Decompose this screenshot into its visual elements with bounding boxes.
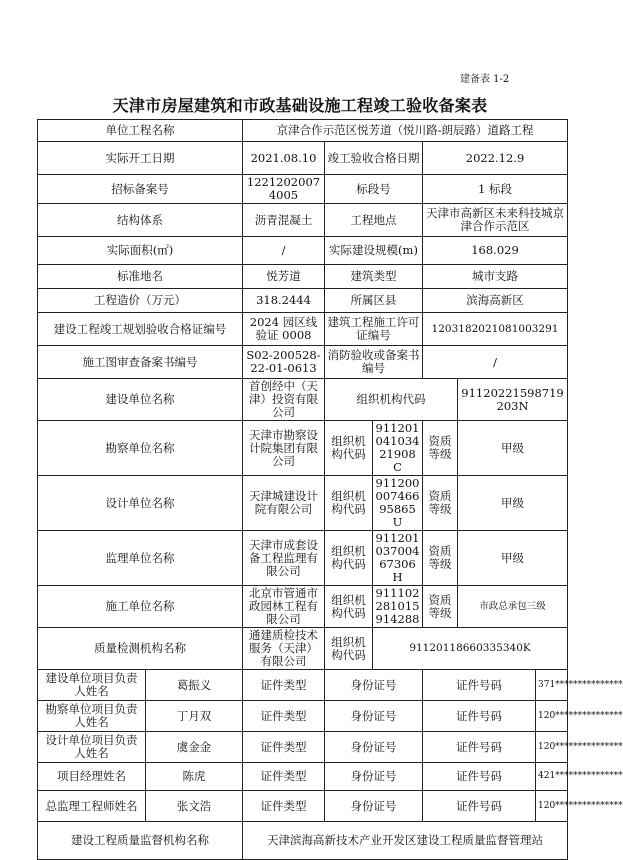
cert-no-value: 421***************	[536, 763, 568, 791]
person-role: 总监理工程师姓名	[38, 791, 146, 822]
cert-type-label: 证件类型	[243, 670, 325, 701]
field-value: 悦芳道	[243, 265, 325, 289]
field-value: 91120221598719203N	[458, 379, 568, 421]
field-value: 甲级	[458, 531, 568, 586]
table-row	[38, 346, 568, 379]
field-label: 施工单位名称	[38, 586, 243, 628]
field-value: 911102281015914288	[373, 586, 423, 628]
field-label: 组织机构代码	[325, 628, 373, 670]
table-row	[38, 204, 568, 237]
field-label: 建设工程竣工规划验收合格证编号	[38, 313, 243, 346]
cert-no-value: 120***************	[536, 732, 568, 763]
field-value: 京津合作示范区悦芳道（悦川路-朗辰路）道路工程	[243, 120, 568, 142]
field-label: 组织机构代码	[325, 379, 458, 421]
table-row	[38, 586, 568, 628]
table-row	[38, 476, 568, 531]
cert-no-value: 120***************	[536, 701, 568, 732]
field-label: 实际开工日期	[38, 142, 243, 175]
field-value: 甲级	[458, 421, 568, 476]
field-label: 组织机构代码	[325, 476, 373, 531]
cert-no-label: 证件号码	[423, 701, 536, 732]
field-label: 建筑类型	[325, 265, 423, 289]
person-role: 建设单位项目负责人姓名	[38, 670, 146, 701]
field-value: 北京市管通市政园林工程有限公司	[243, 586, 325, 628]
cert-no-value: 120***************	[536, 791, 568, 822]
cert-type-label: 证件类型	[243, 701, 325, 732]
cert-no-label: 证件号码	[423, 670, 536, 701]
table-row	[38, 421, 568, 476]
table-row	[38, 732, 568, 763]
field-label: 工程造价（万元）	[38, 289, 243, 313]
field-label: 组织机构代码	[325, 586, 373, 628]
field-value: 318.2444	[243, 289, 325, 313]
field-label: 标段号	[325, 175, 423, 204]
person-name: 张文浩	[146, 791, 243, 822]
table-row	[38, 822, 568, 860]
table-row	[38, 237, 568, 265]
field-value: S02-200528-22-01-0613	[243, 346, 325, 379]
field-value: 沥青混凝土	[243, 204, 325, 237]
cert-type-label: 证件类型	[243, 791, 325, 822]
field-label: 实际建设规模(m)	[325, 237, 423, 265]
field-value: 91120103700467306H	[373, 531, 423, 586]
field-value: 天津市勘察设计院集团有限公司	[243, 421, 325, 476]
field-label: 质量检测机构名称	[38, 628, 243, 670]
cert-no-label: 证件号码	[423, 732, 536, 763]
cert-type-label: 证件类型	[243, 763, 325, 791]
field-label: 工程地点	[325, 204, 423, 237]
field-label: 设计单位名称	[38, 476, 243, 531]
table-row	[38, 289, 568, 313]
table-row	[38, 763, 568, 791]
table-row	[38, 670, 568, 701]
field-label: 施工图审查备案书编号	[38, 346, 243, 379]
field-value: 168.029	[423, 237, 568, 265]
cert-type-label: 证件类型	[243, 732, 325, 763]
field-label: 建设工程质量监督机构名称	[38, 822, 243, 860]
form-reference: 建备表 1-2	[460, 74, 510, 85]
filing-table	[37, 119, 623, 860]
person-name: 陈虎	[146, 763, 243, 791]
field-label: 建筑工程施工许可证编号	[325, 313, 423, 346]
table-row	[38, 313, 568, 346]
field-value: 首创经中（天津）投资有限公司	[243, 379, 325, 421]
cert-type-value: 身份证号	[325, 732, 423, 763]
table-row	[38, 175, 568, 204]
table-row	[38, 379, 568, 421]
field-value: 甲级	[458, 476, 568, 531]
field-label: 监理单位名称	[38, 531, 243, 586]
table-row	[38, 791, 568, 822]
field-label: 实际面积(㎡)	[38, 237, 243, 265]
field-label: 建设单位名称	[38, 379, 243, 421]
cert-no-label: 证件号码	[423, 763, 536, 791]
field-label: 标准地名	[38, 265, 243, 289]
table-row	[38, 531, 568, 586]
field-value: 城市支路	[423, 265, 568, 289]
person-name: 虞金金	[146, 732, 243, 763]
field-value: /	[423, 346, 568, 379]
field-value: 1 标段	[423, 175, 568, 204]
field-label: 组织机构代码	[325, 531, 373, 586]
field-value: 2024 园区线验证 0008	[243, 313, 325, 346]
person-name: 丁月双	[146, 701, 243, 732]
field-label: 组织机构代码	[325, 421, 373, 476]
field-value: 天津城建设计院有限公司	[243, 476, 325, 531]
cert-type-value: 身份证号	[325, 763, 423, 791]
field-value: 12212020074005	[243, 175, 325, 204]
cert-type-value: 身份证号	[325, 791, 423, 822]
field-value: 滨海高新区	[423, 289, 568, 313]
page-title: 天津市房屋建筑和市政基础设施工程竣工验收备案表	[112, 96, 488, 115]
table-row	[38, 265, 568, 289]
field-value: 天津市高新区未来科技城京津合作示范区	[423, 204, 568, 237]
field-value: /	[243, 237, 325, 265]
field-label: 结构体系	[38, 204, 243, 237]
cert-no-value: 371***************	[536, 670, 568, 701]
field-label: 勘察单位名称	[38, 421, 243, 476]
cert-type-value: 身份证号	[325, 670, 423, 701]
person-role: 勘察单位项目负责人姓名	[38, 701, 146, 732]
cert-no-label: 证件号码	[423, 791, 536, 822]
field-value: 91120000746695865U	[373, 476, 423, 531]
field-value: 天津市成套设备工程监理有限公司	[243, 531, 325, 586]
table-row	[38, 120, 568, 142]
field-value: 2021.08.10	[243, 142, 325, 175]
table-row	[38, 701, 568, 732]
field-label: 招标备案号	[38, 175, 243, 204]
field-value: 91120118660335340K	[373, 628, 568, 670]
table-row	[38, 142, 568, 175]
field-value: 91120104103421908C	[373, 421, 423, 476]
field-value: 通建质检技术服务（天津）有限公司	[243, 628, 325, 670]
field-label: 消防验收或备案书编号	[325, 346, 423, 379]
field-value: 市政总承包三级	[458, 586, 568, 628]
field-value: 2022.12.9	[423, 142, 568, 175]
cert-type-value: 身份证号	[325, 701, 423, 732]
field-label: 资质等级	[423, 476, 458, 531]
person-role: 设计单位项目负责人姓名	[38, 732, 146, 763]
person-role: 项目经理姓名	[38, 763, 146, 791]
field-value: 1203182021081003291	[423, 313, 568, 346]
field-label: 资质等级	[423, 421, 458, 476]
field-value: 天津滨海高新技术产业开发区建设工程质量监督管理站	[243, 822, 568, 860]
field-label: 所属区县	[325, 289, 423, 313]
person-name: 葛振义	[146, 670, 243, 701]
field-label: 资质等级	[423, 531, 458, 586]
field-label: 单位工程名称	[38, 120, 243, 142]
field-label: 竣工验收合格日期	[325, 142, 423, 175]
table-row	[38, 628, 568, 670]
field-label: 资质等级	[423, 586, 458, 628]
